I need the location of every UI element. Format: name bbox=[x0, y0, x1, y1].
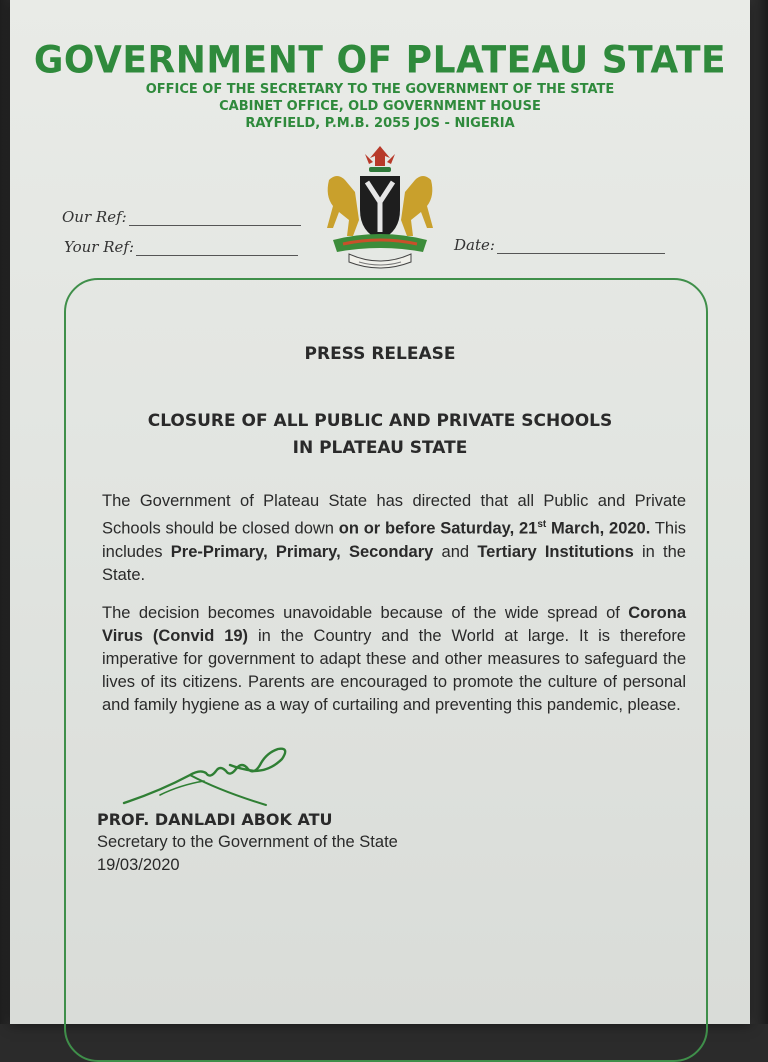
paragraph-1 bbox=[102, 490, 686, 587]
p1-bold-levels: Pre-Primary, Primary, Secondary bbox=[170, 542, 434, 561]
p1-text-2: This includes bbox=[102, 519, 686, 561]
p2-bold-virus: Corona Virus (Convid 19) bbox=[102, 604, 686, 645]
heading-line-1: CLOSURE OF ALL PUBLIC AND PRIVATE SCHOOLS bbox=[147, 411, 613, 431]
p2-text-1: The decision becomes unavoidable because of the wide spread of bbox=[102, 604, 629, 622]
signatory-title: Secretary to the Government of the State bbox=[97, 833, 398, 851]
paragraph-2 bbox=[102, 602, 686, 717]
signature-icon bbox=[120, 735, 300, 815]
release-heading bbox=[10, 408, 750, 462]
signatory-block bbox=[97, 808, 398, 877]
government-title: GOVERNMENT OF PLATEAU STATE bbox=[33, 38, 727, 83]
your-ref-label: Your Ref: bbox=[64, 238, 135, 256]
letter-paper bbox=[10, 0, 750, 1024]
date-field bbox=[454, 236, 665, 254]
date-label: Date: bbox=[454, 236, 495, 254]
p1-bold-date: on or before Saturday, 21 bbox=[338, 519, 538, 538]
coat-of-arms-icon bbox=[315, 140, 445, 270]
p1-bold-tertiary: Tertiary Institutions bbox=[477, 542, 634, 561]
signatory-name: PROF. DANLADI ABOK ATU bbox=[97, 810, 333, 829]
our-ref-label: Our Ref: bbox=[62, 208, 127, 226]
p1-text-1: The Government of Plateau State has directed that all Public and Private Schools should be closed down bbox=[102, 492, 686, 538]
p1-text-4: in the State. bbox=[102, 542, 686, 584]
address-line: RAYFIELD, P.M.B. 2055 JOS - NIGERIA bbox=[245, 116, 515, 131]
office-line: OFFICE OF THE SECRETARY TO THE GOVERNMENT OF THE STATE bbox=[145, 82, 615, 97]
our-ref bbox=[62, 208, 301, 226]
heading-line-2: IN PLATEAU STATE bbox=[292, 438, 468, 458]
p2-text-2: in the Country and the World at large. It is therefore imperative for government to adapt these and other measures to safeguard the lives of its citizens. Parents are encouraged to promote the culture of personal and family hygiene as a way of curtailing and preventing this pandemic, please. bbox=[102, 627, 686, 714]
press-release-title: PRESS RELEASE bbox=[304, 344, 456, 364]
signatory-date: 19/03/2020 bbox=[97, 856, 180, 874]
letterhead bbox=[10, 40, 750, 132]
p1-superscript: st bbox=[537, 519, 547, 530]
cabinet-line: CABINET OFFICE, OLD GOVERNMENT HOUSE bbox=[219, 99, 541, 114]
p1-bold-month: March, 2020. bbox=[546, 519, 651, 538]
p1-text-3: and bbox=[433, 542, 478, 561]
your-ref bbox=[64, 238, 298, 256]
